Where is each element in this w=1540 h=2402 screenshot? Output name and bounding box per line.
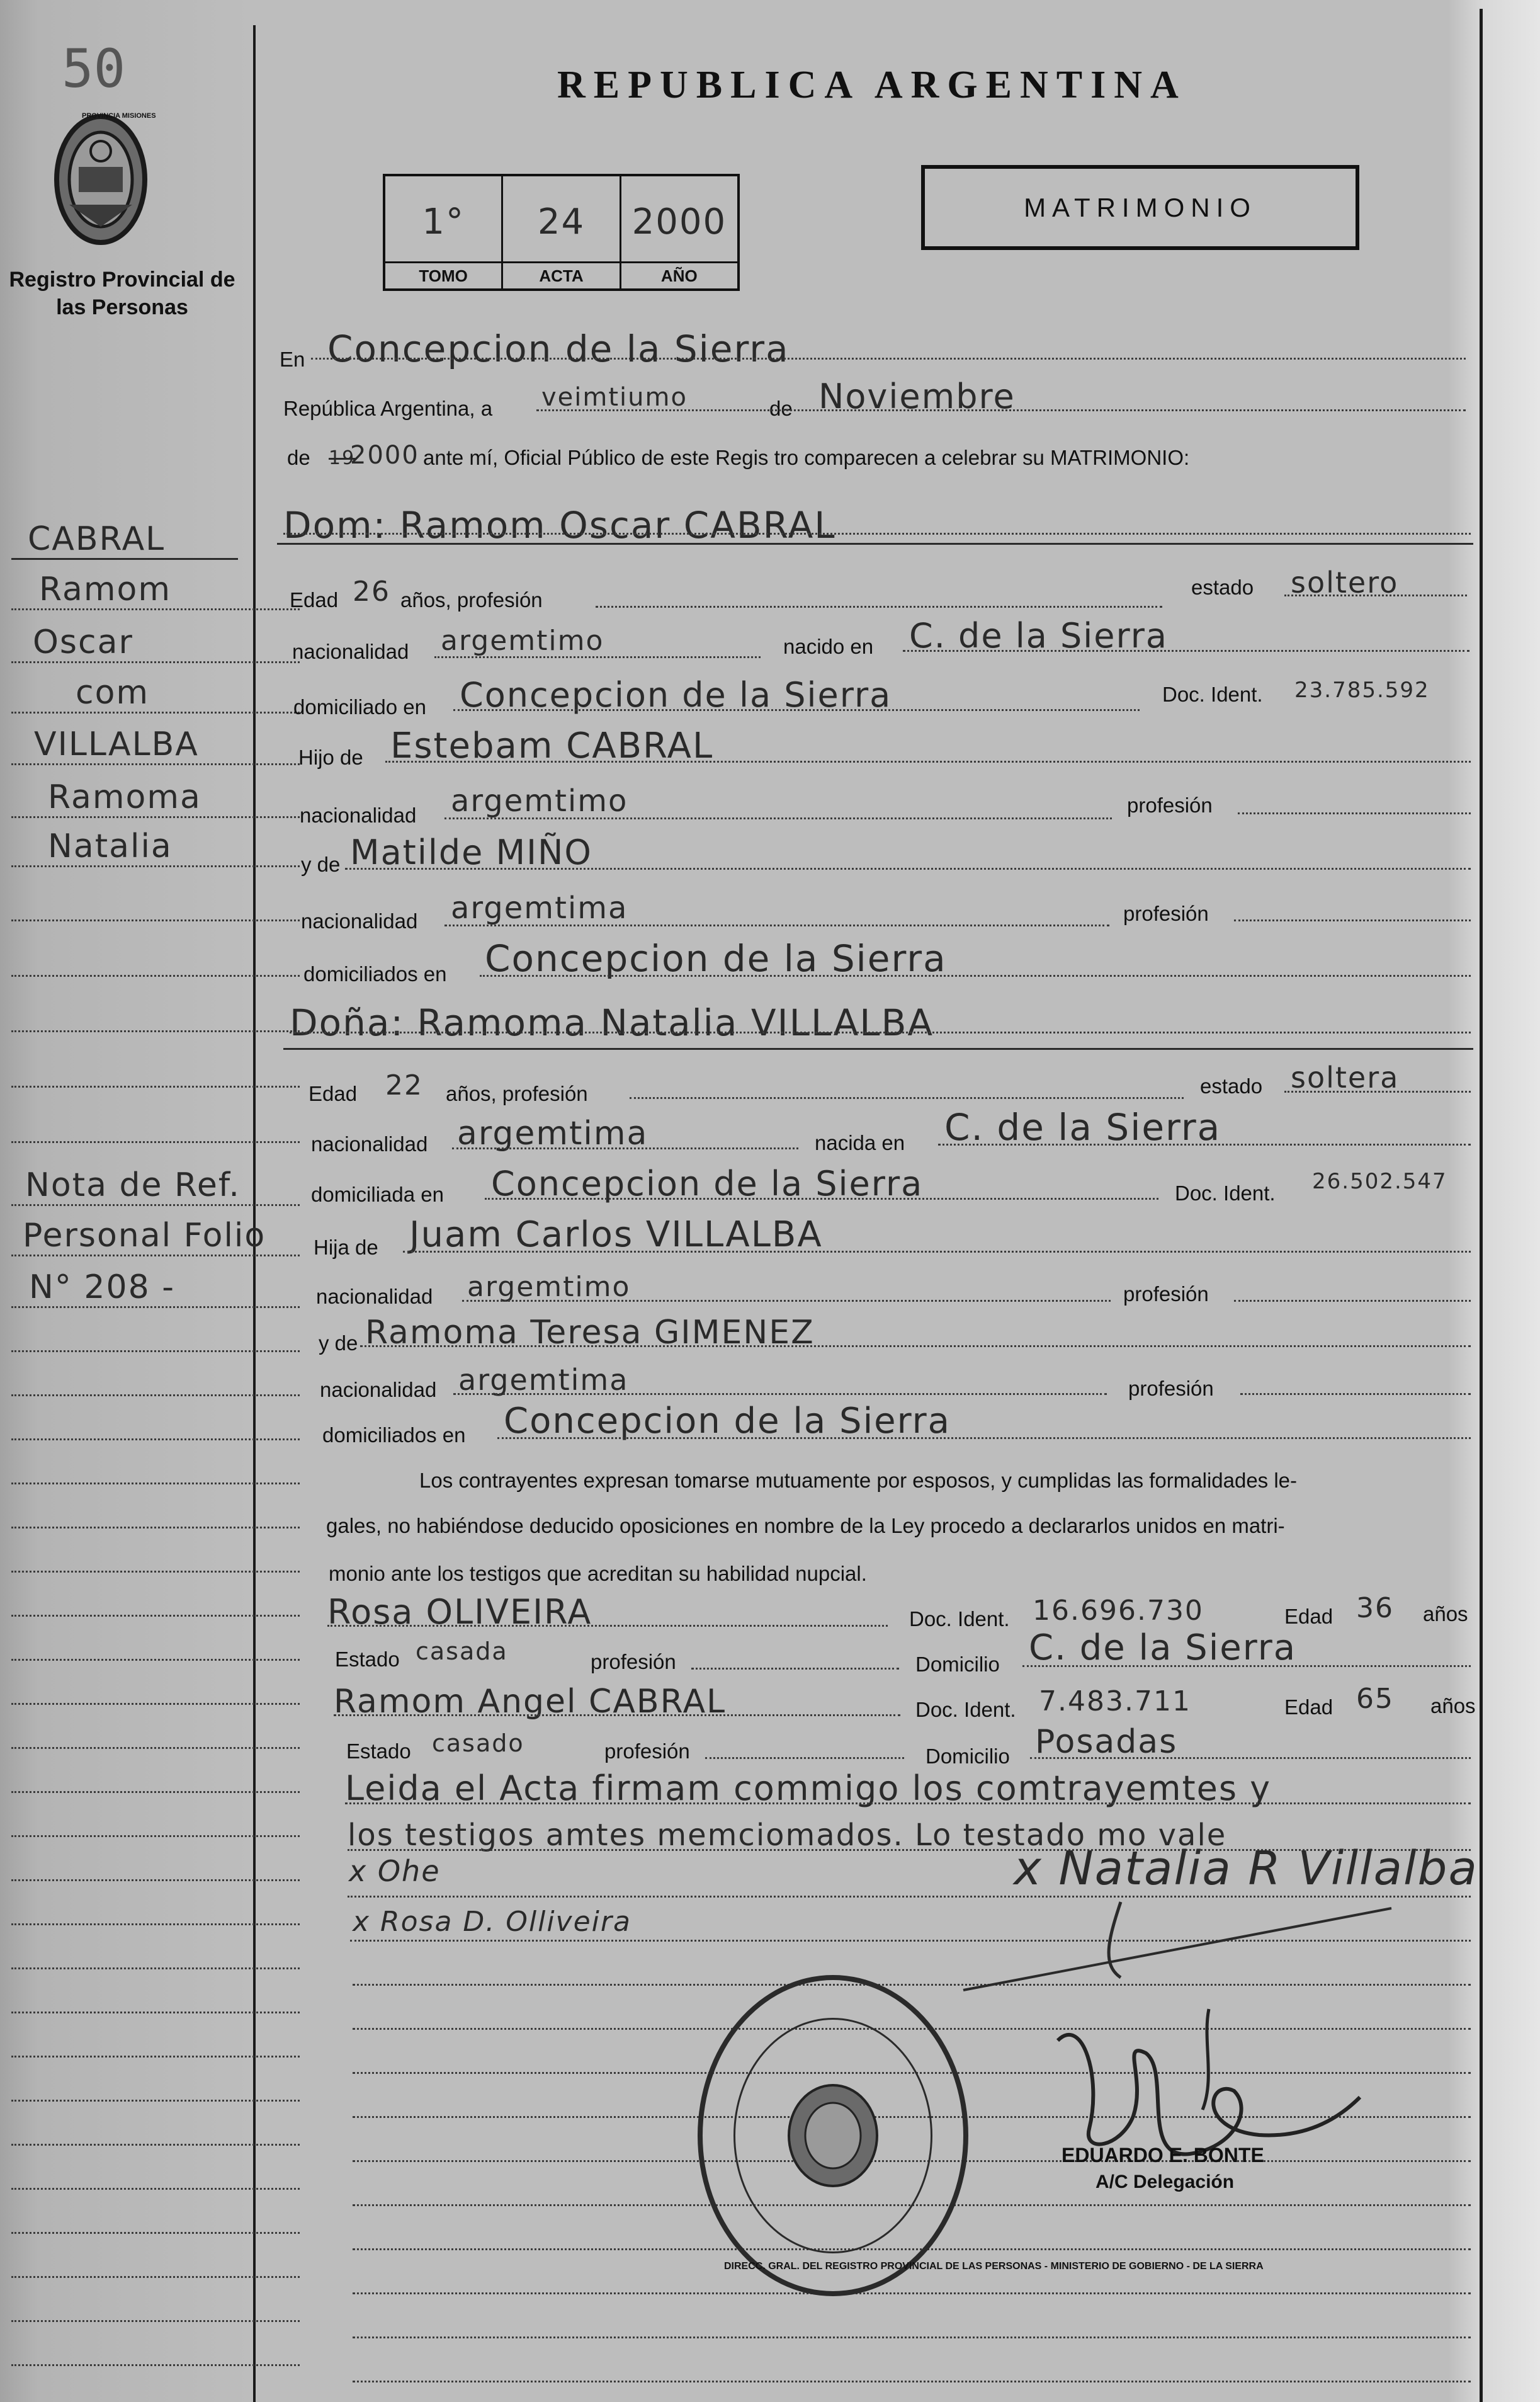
line-groom-nacido xyxy=(903,650,1469,652)
margin-line-36 xyxy=(11,2232,300,2234)
groom-father: Estebam CABRAL xyxy=(390,726,714,766)
line-bride-mother-nac xyxy=(453,1393,1107,1395)
closing-line-2: los testigos amtes memciomados. Lo testado mo vale xyxy=(348,1818,1227,1853)
margin-line-9 xyxy=(11,975,300,977)
tomo-cell xyxy=(385,176,503,288)
bride-mother-nationality: argemtima xyxy=(458,1363,629,1397)
line-witness2-name xyxy=(334,1714,900,1716)
label-bride-mother-nac: nacionalidad xyxy=(320,1378,437,1401)
witness1-doc: 16.696.730 xyxy=(1033,1595,1204,1627)
witness2-domicile: Posadas xyxy=(1035,1723,1178,1761)
label-groom-mother-prof: profesión xyxy=(1123,902,1209,925)
label-w2-doc: Doc. Ident. xyxy=(915,1698,1016,1721)
ceremony-place: Concepcion de la Sierra xyxy=(327,327,790,370)
bride-birthplace: C. de la Sierra xyxy=(944,1106,1221,1149)
stamp-text: DIRECC. GRAL. DEL REGISTRO PROVINCIAL DE LAS PERSONAS - MINISTERIO DE GOBIERNO - DE LA SIERRA xyxy=(724,2261,1264,2272)
label-bride-dom: domiciliada en xyxy=(311,1183,444,1206)
ano-label: AÑO xyxy=(621,261,737,288)
margin-line-33 xyxy=(11,2100,300,2102)
label-en: En xyxy=(280,348,305,371)
margin-name-4: com xyxy=(76,674,150,712)
label-bride-nacida: nacida en xyxy=(815,1131,905,1154)
closing-line-1: Leida el Acta firmam commigo los comtrayemtes y xyxy=(345,1768,1272,1808)
margin-line-28 xyxy=(11,1879,300,1881)
label-republica: República Argentina, a xyxy=(283,397,493,420)
tomo-label: TOMO xyxy=(385,261,501,288)
label-w1-anos: años xyxy=(1423,1602,1468,1625)
margin-line-17 xyxy=(11,1394,300,1396)
margin-line-23 xyxy=(11,1659,300,1661)
label-bride-edad: Edad xyxy=(309,1082,358,1105)
line-place xyxy=(311,358,1466,360)
margin-line-13 xyxy=(11,1204,300,1206)
line-bride-name xyxy=(290,1032,1471,1033)
label-groom-hijo: Hijo de xyxy=(298,746,363,769)
label-groom-anos: años, profesión xyxy=(400,588,543,612)
label-bride-hija: Hija de xyxy=(314,1236,378,1259)
margin-line-4 xyxy=(11,712,300,714)
right-border-line xyxy=(1480,9,1483,2402)
margin-name-6: Ramoma xyxy=(48,778,201,816)
label-w2-edad: Edad xyxy=(1284,1695,1333,1719)
bride-father: Juam Carlos VILLALBA xyxy=(409,1214,823,1255)
groom-age: 26 xyxy=(353,576,390,608)
groom-divider xyxy=(277,543,1473,545)
line-groom-profesion xyxy=(596,606,1162,608)
margin-line-38 xyxy=(11,2320,300,2322)
line-w1-domicilio xyxy=(1022,1665,1471,1667)
seal-text: PROVINCIA MISIONES xyxy=(82,112,156,120)
label-de: de xyxy=(769,397,793,420)
declaration-line-3: monio ante los testigos que acreditan su habilidad nupcial. xyxy=(329,1562,867,1585)
line-groom-father-nac xyxy=(444,817,1112,819)
label-w2-anos: años xyxy=(1430,1694,1476,1717)
signature-groom: x Ohe xyxy=(349,1854,441,1888)
label-groom-yde: y de xyxy=(301,853,341,876)
margin-name-7: Natalia xyxy=(48,828,173,865)
margin-line-21 xyxy=(11,1571,300,1573)
margin-note-3: N° 208 - xyxy=(29,1268,175,1306)
margin-line-19 xyxy=(11,1483,300,1484)
label-w1-profesion: profesión xyxy=(591,1650,676,1673)
margin-line-37 xyxy=(11,2276,300,2278)
bride-age: 22 xyxy=(385,1069,423,1101)
margin-line-8 xyxy=(11,919,300,921)
margin-line-14 xyxy=(11,1255,300,1256)
witness1-status: casada xyxy=(416,1637,508,1665)
stamp-inner-ring xyxy=(733,2018,932,2253)
label-bride-doc: Doc. Ident. xyxy=(1175,1181,1276,1205)
witness2-name: Ramom Angel CABRAL xyxy=(334,1683,727,1721)
tomo-value: 1° xyxy=(422,202,465,242)
margin-line-39 xyxy=(11,2364,300,2366)
label-groom-father-prof: profesión xyxy=(1127,794,1213,817)
label-groom-father-nac: nacionalidad xyxy=(300,804,417,827)
label-w1-domicilio: Domicilio xyxy=(915,1653,1000,1676)
margin-line-6 xyxy=(11,816,300,818)
margin-line-20 xyxy=(11,1527,300,1528)
label-groom-doc: Doc. Ident. xyxy=(1162,683,1263,706)
line-bride-nac xyxy=(452,1147,798,1149)
margin-line-12 xyxy=(11,1141,300,1143)
label-groom-dom: domiciliado en xyxy=(293,695,426,719)
margin-line-24 xyxy=(11,1703,300,1705)
margin-line-18 xyxy=(11,1438,300,1440)
label-groom-mother-nac: nacionalidad xyxy=(301,909,418,933)
margin-line-16 xyxy=(11,1350,300,1352)
margin-line-10 xyxy=(11,1030,300,1032)
ceremony-month: Noviembre xyxy=(818,377,1016,416)
margin-line-11 xyxy=(11,1086,300,1088)
bride-status: soltera xyxy=(1291,1061,1400,1095)
line-groom-mother xyxy=(345,868,1471,870)
margin-note-2: Personal Folio xyxy=(23,1217,266,1255)
margin-line-22 xyxy=(11,1615,300,1617)
blank-line-8 xyxy=(353,2292,1471,2294)
label-w2-estado: Estado xyxy=(346,1739,411,1763)
line-bride-doms xyxy=(497,1437,1471,1439)
line-w2-domicilio xyxy=(1030,1757,1471,1759)
line-w1-profesion xyxy=(691,1668,899,1670)
groom-parents-domicile: Concepcion de la Sierra xyxy=(485,937,947,980)
line-bride-estado xyxy=(1284,1091,1471,1093)
ano-cell xyxy=(621,176,737,288)
witness2-status: casado xyxy=(432,1729,524,1757)
label-w1-edad: Edad xyxy=(1284,1605,1333,1628)
blank-line-9 xyxy=(353,2337,1471,2338)
groom-status: soltero xyxy=(1291,566,1399,600)
label-ante-mi: ante mí, Oficial Público de este Regis tro comparecen a celebrar su MATRIMONIO: xyxy=(423,446,1190,469)
line-groom-nac xyxy=(434,656,761,658)
groom-full-name: Dom: Ramom Oscar CABRAL xyxy=(283,504,836,547)
line-groom-father xyxy=(385,761,1471,763)
bride-divider xyxy=(283,1048,1473,1050)
bride-mother: Ramoma Teresa GIMENEZ xyxy=(365,1314,815,1352)
page-title: REPUBLICA ARGENTINA xyxy=(557,64,1187,106)
line-groom-mother-nac xyxy=(444,925,1109,926)
ceremony-year-prefix: 19 xyxy=(329,447,356,469)
groom-mother-nationality: argemtima xyxy=(451,891,628,926)
label-groom-estado: estado xyxy=(1191,576,1254,599)
margin-name-3: Oscar xyxy=(33,623,133,661)
bride-doc: 26.502.547 xyxy=(1312,1169,1447,1194)
label-groom-nac: nacionalidad xyxy=(292,640,409,663)
label-groom-doms: domiciliados en xyxy=(303,962,447,986)
margin-line-27 xyxy=(11,1835,300,1837)
margin-line-34 xyxy=(11,2144,300,2146)
line-groom-doms xyxy=(480,975,1471,977)
witness1-domicile: C. de la Sierra xyxy=(1029,1627,1297,1668)
bride-nationality: argemtima xyxy=(457,1115,648,1153)
blank-line-10 xyxy=(353,2381,1471,2382)
line-bride-nacida xyxy=(938,1144,1471,1146)
line-bride-father-nac xyxy=(462,1300,1111,1302)
witness1-age: 36 xyxy=(1356,1592,1394,1624)
provincial-seal-logo xyxy=(50,110,151,249)
margin-line-1 xyxy=(11,558,238,560)
signature-witness: x Rosa D. Olliveira xyxy=(353,1906,631,1938)
margin-line-31 xyxy=(11,2012,300,2013)
page-number: 50 xyxy=(62,38,126,100)
line-bride-mother-prof xyxy=(1240,1393,1471,1395)
groom-mother: Matilde MIÑO xyxy=(350,833,592,872)
officer-name: EDUARDO E. BONTE xyxy=(1062,2144,1264,2166)
ceremony-day: veimtiumo xyxy=(541,383,688,412)
document-type-box: MATRIMONIO xyxy=(921,165,1359,250)
label-de-year: de xyxy=(287,446,310,469)
witness1-name: Rosa OLIVEIRA xyxy=(327,1592,592,1632)
declaration-line-1: Los contrayentes expresan tomarse mutuamente por esposos, y cumplidas las formalidades le- xyxy=(419,1469,1298,1492)
margin-name-1: CABRAL xyxy=(28,520,166,558)
label-groom-edad: Edad xyxy=(290,588,339,612)
margin-note-1: Nota de Ref. xyxy=(25,1166,241,1204)
label-bride-father-prof: profesión xyxy=(1123,1282,1209,1306)
groom-father-nationality: argemtimo xyxy=(451,783,628,819)
line-groom-dom xyxy=(453,709,1140,711)
label-bride-doms: domiciliados en xyxy=(322,1423,466,1447)
margin-line-3 xyxy=(11,661,300,663)
margin-name-5: VILLALBA xyxy=(34,726,199,763)
line-bride-mother xyxy=(360,1345,1471,1347)
acta-cell xyxy=(503,176,621,288)
label-bride-nac: nacionalidad xyxy=(311,1132,428,1156)
record-table xyxy=(383,174,740,291)
label-w2-domicilio: Domicilio xyxy=(926,1745,1010,1768)
acta-value: 24 xyxy=(537,202,586,242)
line-groom-name xyxy=(283,533,1471,535)
bride-father-nationality: argemtimo xyxy=(467,1271,631,1303)
margin-line-15 xyxy=(11,1306,300,1308)
line-witness1-name xyxy=(327,1625,888,1627)
label-bride-estado: estado xyxy=(1200,1074,1263,1098)
margin-line-30 xyxy=(11,1967,300,1969)
registry-name: Registro Provincial de las Personas xyxy=(9,268,235,319)
label-bride-father-nac: nacionalidad xyxy=(316,1285,433,1308)
bride-full-name: Doña: Ramoma Natalia VILLALBA xyxy=(290,1001,934,1044)
line-bride-father xyxy=(403,1251,1471,1253)
bride-domicile: Concepcion de la Sierra xyxy=(491,1164,924,1204)
margin-line-5 xyxy=(11,763,300,765)
ano-value: 2000 xyxy=(631,202,727,242)
signature-bride: x Natalia R Villalba xyxy=(1014,1841,1478,1896)
margin-line-35 xyxy=(11,2188,300,2190)
signature-flourish xyxy=(957,1883,1398,1996)
officer-title: A/C Delegación xyxy=(1096,2171,1235,2192)
declaration-line-2: gales, no habiéndose deducido oposiciones en nombre de la Ley procedo a declararlos unidos en matri- xyxy=(326,1514,1285,1537)
margin-line-32 xyxy=(11,2056,300,2058)
line-closing-1 xyxy=(345,1802,1471,1804)
groom-birthplace: C. de la Sierra xyxy=(909,616,1169,656)
margin-line-29 xyxy=(11,1923,300,1925)
margin-line-26 xyxy=(11,1791,300,1793)
line-groom-estado xyxy=(1284,595,1467,596)
groom-doc: 23.785.592 xyxy=(1294,678,1430,703)
line-groom-father-prof xyxy=(1238,812,1471,814)
label-w1-doc: Doc. Ident. xyxy=(909,1607,1010,1631)
margin-line-7 xyxy=(11,865,300,867)
groom-nationality: argemtimo xyxy=(441,625,604,657)
margin-name-2: Ramom xyxy=(39,571,171,608)
line-groom-mother-prof xyxy=(1234,919,1471,921)
bride-parents-domicile: Concepcion de la Sierra xyxy=(504,1401,951,1442)
acta-label: ACTA xyxy=(503,261,619,288)
label-bride-mother-prof: profesión xyxy=(1128,1377,1214,1400)
line-bride-father-prof xyxy=(1234,1300,1471,1302)
label-groom-nacido: nacido en xyxy=(783,635,874,658)
ceremony-year: 2000 xyxy=(350,441,419,470)
margin-line-2 xyxy=(11,608,300,610)
label-w2-profesion: profesión xyxy=(604,1739,690,1763)
label-bride-anos: años, profesión xyxy=(446,1082,588,1105)
label-bride-yde: y de xyxy=(319,1331,358,1355)
witness2-age: 65 xyxy=(1356,1683,1394,1715)
witness2-doc: 7.483.711 xyxy=(1039,1685,1191,1717)
line-bride-dom xyxy=(485,1198,1158,1200)
line-date xyxy=(536,409,1466,411)
groom-domicile: Concepcion de la Sierra xyxy=(460,675,892,715)
margin-line-25 xyxy=(11,1747,300,1749)
line-bride-profesion xyxy=(630,1097,1184,1099)
label-w1-estado: Estado xyxy=(335,1648,400,1671)
line-w2-profesion xyxy=(705,1757,904,1759)
left-margin-line xyxy=(253,25,256,2402)
